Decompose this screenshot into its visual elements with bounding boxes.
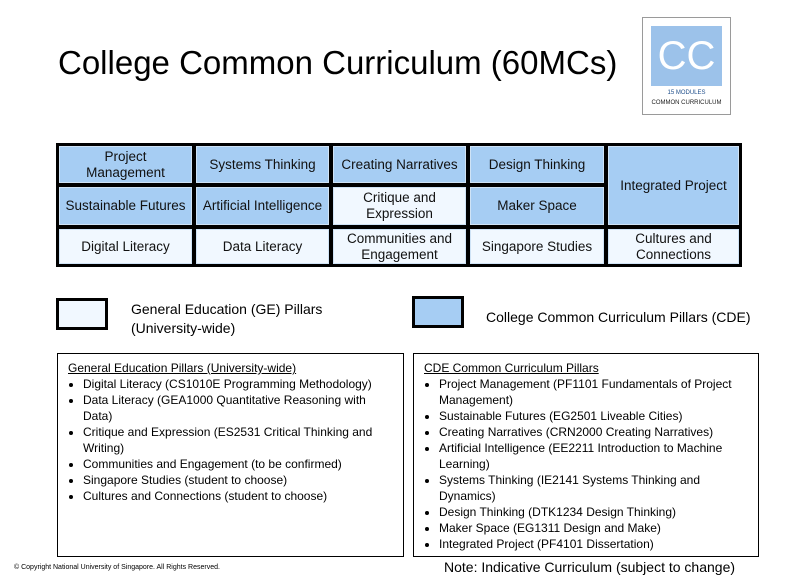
ge-pillars-panel	[57, 353, 404, 557]
legend-ge-swatch	[56, 298, 108, 330]
pillar-maker-space: Maker Space	[470, 187, 604, 225]
list-item: • Design Thinking (DTK1234 Design Thinking)	[439, 504, 750, 520]
page-title: College Common Curriculum (60MCs)	[58, 44, 618, 81]
list-item: • Project Management (PF1101 Fundamentals of Project Management)	[439, 376, 750, 408]
legend-cde-label: College Common Curriculum Pillars (CDE)	[486, 309, 751, 325]
curriculum-grid	[56, 143, 742, 267]
cc-badge-logo	[642, 17, 731, 115]
list-item: • Critique and Expression (ES2531 Critical Thinking and Writing)	[83, 424, 395, 456]
pillar-design-thinking: Design Thinking	[470, 146, 604, 183]
list-item: • Creating Narratives (CRN2000 Creating Narratives)	[439, 424, 750, 440]
pillar-integrated-project: Integrated Project	[608, 146, 739, 225]
pillar-creating-narratives: Creating Narratives	[333, 146, 466, 183]
copyright-notice: © Copyright National University of Singapore. All Rights Reserved.	[14, 564, 220, 571]
list-item: • Data Literacy (GEA1000 Quantitative Reasoning with Data)	[83, 392, 395, 424]
list-item: • Artificial Intelligence (EE2211 Introduction to Machine Learning)	[439, 440, 750, 472]
pillar-digital-literacy: Digital Literacy	[59, 229, 192, 264]
list-item: • Integrated Project (PF4101 Dissertation)	[439, 536, 750, 552]
pillar-critique-expression: Critique and Expression	[333, 187, 466, 225]
legend-cde-swatch	[412, 296, 464, 328]
pillar-artificial-intelligence: Artificial Intelligence	[196, 187, 329, 225]
list-item: • Maker Space (EG1311 Design and Make)	[439, 520, 750, 536]
pillar-project-management: Project Management	[59, 146, 192, 183]
cde-panel-heading: CDE Common Curriculum Pillars	[424, 361, 599, 375]
pillar-data-literacy: Data Literacy	[196, 229, 329, 264]
ge-panel-heading: General Education Pillars (University-wide)	[68, 361, 297, 375]
cde-pillars-list	[424, 376, 750, 552]
pillar-singapore-studies: Singapore Studies	[470, 229, 604, 264]
legend-ge-label: General Education (GE) Pillars (University-wide)	[131, 301, 323, 336]
pillar-systems-thinking: Systems Thinking	[196, 146, 329, 183]
pillar-cultures-connections: Cultures and Connections	[608, 229, 739, 264]
list-item: • Digital Literacy (CS1010E Programming Methodology)	[83, 376, 395, 392]
list-item: • Communities and Engagement (to be confirmed)	[83, 456, 395, 472]
list-item: • Systems Thinking (IE2141 Systems Thinking and Dynamics)	[439, 472, 750, 504]
pillar-sustainable-futures: Sustainable Futures	[59, 187, 192, 225]
indicative-note: Note: Indicative Curriculum (subject to change)	[444, 559, 736, 575]
pillar-communities-engagement: Communities and Engagement	[333, 229, 466, 264]
cde-pillars-panel	[413, 353, 759, 557]
badge-line2: COMMON CURRICULUM	[651, 100, 722, 106]
list-item: • Cultures and Connections (student to choose)	[83, 488, 395, 504]
badge-line1: 15 MODULES	[667, 90, 706, 96]
ge-pillars-list	[68, 376, 395, 504]
list-item: • Sustainable Futures (EG2501 Liveable Cities)	[439, 408, 750, 424]
list-item: • Singapore Studies (student to choose)	[83, 472, 395, 488]
badge-abbreviation: CC	[651, 26, 722, 86]
